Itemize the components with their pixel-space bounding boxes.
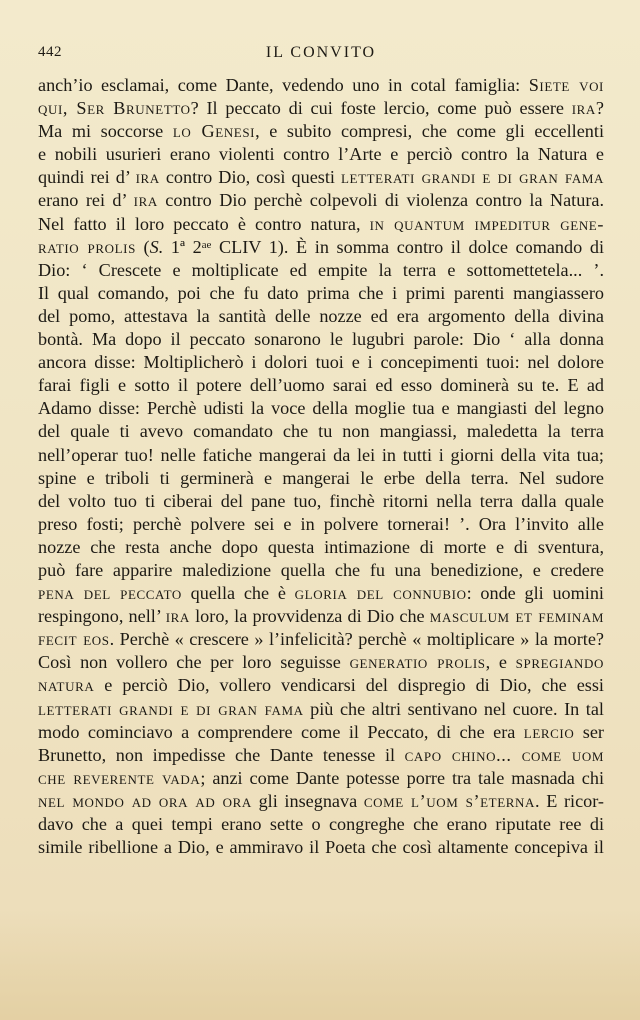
text-line bbox=[38, 189, 604, 212]
small-caps-run: lercio bbox=[523, 721, 575, 742]
small-caps-run: che reverente vada bbox=[38, 767, 201, 788]
running-title: IL CONVITO bbox=[265, 44, 377, 61]
text-run: Nel fatto il loro peccato è contro natura, bbox=[38, 213, 370, 234]
text-run: nozze che resta anche dopo questa intimazione di morte e di sventura, bbox=[38, 536, 604, 557]
text-line bbox=[38, 351, 604, 374]
small-caps-run: spregiando bbox=[515, 652, 604, 673]
text-line bbox=[38, 282, 604, 305]
page-header bbox=[38, 44, 604, 68]
text-line bbox=[38, 536, 604, 559]
small-caps-run: qui, Ser Brunetto bbox=[38, 98, 191, 119]
text-line bbox=[38, 166, 604, 189]
text-line bbox=[38, 259, 604, 282]
text-run: preso fosti; perchè polvere sei e in polvere tornerai! ’. Ora l’invito alle bbox=[38, 513, 604, 534]
text-run: loro, la provvidenza di Dio che bbox=[189, 606, 430, 627]
text-line bbox=[38, 582, 604, 605]
text-line bbox=[38, 651, 604, 674]
page-number: 442 bbox=[38, 44, 62, 60]
text-run: , e bbox=[485, 652, 516, 673]
text-run: contro Dio, così questi bbox=[159, 167, 341, 188]
text-run: gli insegnava bbox=[251, 790, 364, 811]
text-run: più che altri sentivano nel cuore. In tal bbox=[303, 698, 604, 719]
small-caps-run: natura bbox=[38, 675, 95, 696]
small-caps-run: lo Genesi bbox=[172, 121, 256, 142]
text-run: Brunetto, non impedisse che Dante tenesse il bbox=[38, 744, 405, 765]
small-caps-run: ratio prolis bbox=[38, 236, 136, 257]
text-line bbox=[38, 374, 604, 397]
text-line bbox=[38, 513, 604, 536]
text-line bbox=[38, 744, 604, 767]
text-run: simile ribellione a Dio, e ammiravo il Poeta che così altamente concepiva il bbox=[38, 837, 604, 858]
text-run: Il qual comando, poi che fu dato prima che i primi parenti mangiassero bbox=[38, 282, 604, 303]
text-line bbox=[38, 559, 604, 582]
small-caps-run: Siete voi bbox=[528, 75, 604, 95]
text-run: Adamo disse: Perchè udisti la voce della moglie tua e mangiasti del legno bbox=[38, 398, 604, 419]
text-run: Così non vollero che per loro seguisse bbox=[38, 652, 350, 673]
small-caps-run: ira bbox=[571, 98, 596, 119]
text-line bbox=[38, 490, 604, 513]
text-run: e perciò Dio, vollero vendicarsi del dispregio di Dio, che essi bbox=[94, 675, 604, 696]
body-text bbox=[38, 74, 604, 859]
small-caps-run: pena del peccato bbox=[38, 583, 182, 604]
text-run: farai figli e sotto il potere dell’uomo sarai ed esso dominerà su te. E ad bbox=[38, 375, 604, 396]
small-caps-run: come l’uom s’eterna bbox=[363, 790, 535, 811]
text-run: ancora disse: Moltiplicherò i dolori tuoi e i concepimenti tuoi: nel dolore bbox=[38, 352, 604, 373]
text-run: può fare apparire maledizione quella che fu una benedizione, e credere bbox=[38, 559, 604, 580]
text-run: ; anzi come Dante potesse porre tra tale masnada chi bbox=[200, 767, 604, 788]
text-run: davo che a quei tempi erano sette o congreghe che erano riputate ree di bbox=[38, 814, 604, 834]
text-line bbox=[38, 397, 604, 420]
small-caps-run: gloria del connubio bbox=[294, 583, 467, 604]
text-line bbox=[38, 628, 604, 651]
text-line bbox=[38, 420, 604, 443]
text-line bbox=[38, 120, 604, 143]
text-line bbox=[38, 467, 604, 490]
text-line bbox=[38, 236, 604, 259]
text-line bbox=[38, 813, 604, 836]
text-line bbox=[38, 721, 604, 744]
text-run: : onde gli uomini bbox=[466, 583, 604, 604]
small-caps-run: capo chino... come uom bbox=[404, 744, 604, 765]
text-line bbox=[38, 698, 604, 721]
small-caps-run: in quantum impeditur gene- bbox=[369, 213, 604, 234]
small-caps-run: ira bbox=[165, 606, 190, 627]
text-run: modo cominciavo a comprendere come il Peccato, di che era bbox=[38, 721, 524, 742]
text-line bbox=[38, 213, 604, 236]
small-caps-run: ira bbox=[135, 167, 160, 188]
text-line bbox=[38, 790, 604, 813]
text-line bbox=[38, 674, 604, 697]
text-run: . Perchè « crescere » l’infelicità? perchè « moltiplicare » la morte? bbox=[109, 629, 604, 650]
text-run: quindi rei d’ bbox=[38, 167, 136, 188]
text-run: spine e triboli ti germinerà e mangerai le erbe della terra. Nel sudore bbox=[38, 467, 604, 488]
text-run: , e subito compresi, che come gli eccellenti bbox=[255, 121, 604, 142]
text-run: ( bbox=[135, 236, 150, 257]
text-run: ? bbox=[595, 98, 604, 119]
small-caps-run: letterati grandi e di gran fama bbox=[340, 167, 604, 188]
text-run: S. bbox=[149, 236, 164, 257]
small-caps-run: masculum et feminam bbox=[429, 606, 604, 627]
text-run: 1ª 2ᵃᵉ CLIV 1). È in somma contro il dolce comando di bbox=[163, 236, 604, 257]
text-line bbox=[38, 74, 604, 97]
text-line bbox=[38, 767, 604, 790]
text-line bbox=[38, 305, 604, 328]
small-caps-run: generatio prolis bbox=[349, 652, 486, 673]
text-run: del volto tuo ti ciberai del pane tuo, finchè ritorni nella terra dalla quale bbox=[38, 490, 604, 511]
text-line bbox=[38, 143, 604, 166]
text-line bbox=[38, 836, 604, 859]
small-caps-run: ira bbox=[133, 190, 158, 211]
text-line bbox=[38, 97, 604, 120]
text-run: ? Il peccato di cui foste lercio, come può essere bbox=[190, 98, 572, 119]
text-line bbox=[38, 328, 604, 351]
text-line bbox=[38, 605, 604, 628]
text-run: Ma mi soccorse bbox=[38, 121, 173, 142]
text-run: nell’operar tuo! nelle fatiche mangerai da lei in tutti i giorni della vita tua; bbox=[38, 444, 604, 465]
text-run: e nobili usurieri erano violenti contro l’Arte e perciò contro la Natura e bbox=[38, 144, 604, 165]
text-run: ser bbox=[574, 721, 604, 742]
text-run: erano rei d’ bbox=[38, 190, 134, 211]
small-caps-run: nel mondo ad ora ad ora bbox=[38, 790, 252, 811]
text-run: anch’io esclamai, come Dante, vedendo uno in cotal famiglia: bbox=[38, 75, 529, 95]
text-run: del pomo, attestava la santità delle nozze ed era argomento della divina bbox=[38, 305, 604, 326]
text-run: . E ricor- bbox=[535, 790, 604, 811]
text-run: respingono, nell’ bbox=[38, 606, 166, 627]
text-run: contro Dio perchè colpevoli di violenza contro la Natura. bbox=[157, 190, 604, 211]
small-caps-run: letterati grandi e di gran fama bbox=[38, 698, 304, 719]
text-run: quella che è bbox=[181, 583, 295, 604]
text-line bbox=[38, 444, 604, 467]
small-caps-run: fecit eos bbox=[38, 629, 110, 650]
text-run: del quale ti avevo comandato che tu non mangiassi, maledetta la terra bbox=[38, 421, 604, 442]
text-run: Dio: ‘ Crescete e moltiplicate ed empite la terra e sottomettetela... ’. bbox=[38, 259, 604, 280]
page-shadow bbox=[0, 910, 640, 1020]
text-run: bontà. Ma dopo il peccato sonarono le lugubri parole: Dio ‘ alla donna bbox=[38, 329, 604, 350]
